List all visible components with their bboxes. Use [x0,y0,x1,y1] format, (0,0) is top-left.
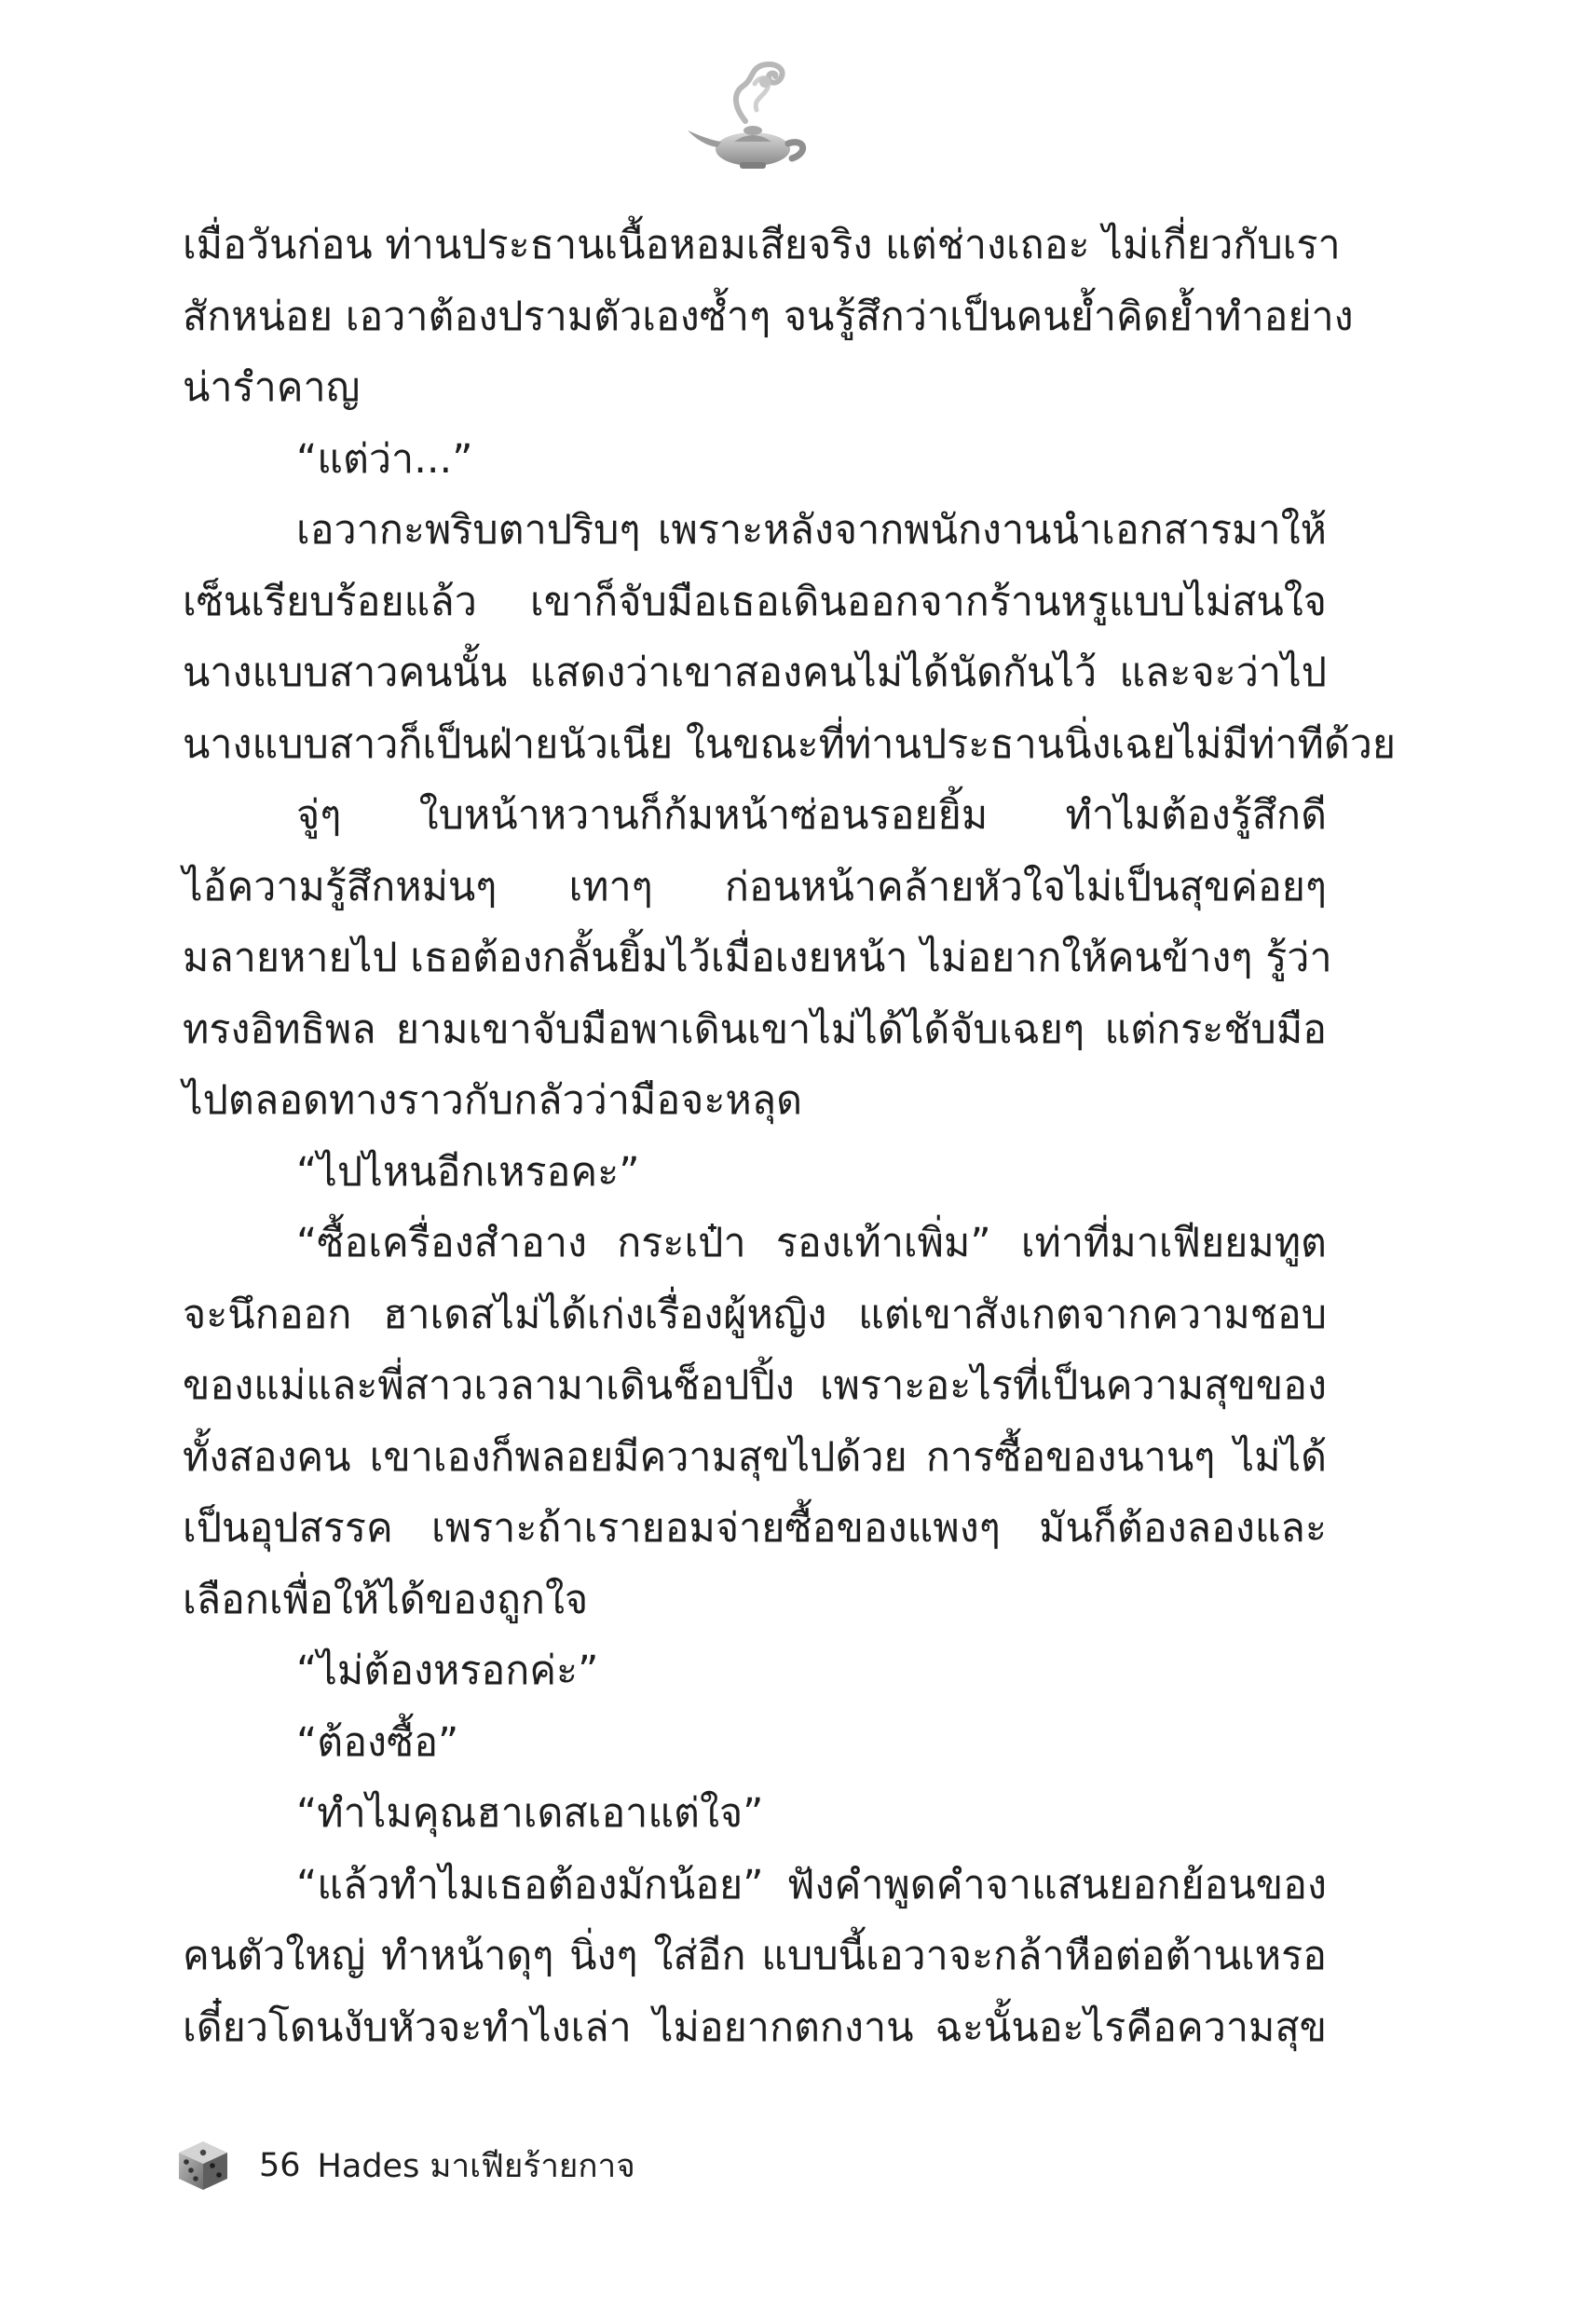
text-line: เดี๋ยวโดนงับหัวจะทำไงเล่า ไม่อยากตกงาน ฉะนั้นอะไรคือความสุข [183,2003,1327,2051]
page-footer [175,2136,635,2195]
page-number: 56 [259,2147,301,2184]
text-line: เซ็นเรียบร้อยแล้ว เขาก็จับมือเธอเดินออกจากร้านหรูแบบไม่สนใจ [183,578,1327,625]
text-line: น่ารำคาญ [183,364,361,411]
text-line: คนตัวใหญ่ ทำหน้าดุๆ นิ่งๆ ใส่อีก แบบนี้เอวาจะกล้าหือต่อต้านเหรอ [183,1933,1327,1979]
text-line: เอวากะพริบตาปริบๆ เพราะหลังจากพนักงานนำเอกสารมาให้ [296,507,1327,554]
text-line: “ไปไหนอีกเหรอคะ” [296,1148,640,1196]
text-line: จะนึกออก ฮาเดสไม่ได้เก่งเรื่องผู้หญิง แต่เขาสังเกตจากความชอบ [183,1291,1327,1338]
book-title: Hades มาเฟียร้ายกาจ [317,2147,635,2185]
text-line: “แต่ว่า...” [296,435,473,483]
text-line: “ซื้อเครื่องสำอาง กระเป๋า รองเท้าเพิ่ม” เท่าที่มาเฟียยมทูต [296,1220,1327,1266]
text-line: มลายหายไป เธอต้องกลั้นยิ้มไว้เมื่อเงยหน้า ไม่อยากให้คนข้างๆ รู้ว่า [183,935,1332,981]
text-line: สักหน่อย เอวาต้องปรามตัวเองซ้ำๆ จนรู้สึกว่าเป็นคนย้ำคิดย้ำทำอย่าง [183,293,1354,340]
text-line: ทรงอิทธิพล ยามเขาจับมือพาเดินเขาไม่ได้ได้จับเฉยๆ แต่กระชับมือ [183,1005,1327,1053]
text-line: “แล้วทำไมเธอต้องมักน้อย” ฟังคำพูดคำจาแสนยอกย้อนของ [296,1861,1327,1908]
text-line: ของแม่และพี่สาวเวลามาเดินช็อปปิ้ง เพราะอะไรที่เป็นความสุขของ [183,1362,1327,1409]
text-line: เป็นอุปสรรค เพราะถ้าเรายอมจ่ายซื้อของแพงๆ มันก็ต้องลองและ [183,1505,1327,1552]
text-line: เลือกเพื่อให้ได้ของถูกใจ [183,1576,589,1623]
text-line: ทั้งสองคน เขาเองก็พลอยมีความสุขไปด้วย การซื้อของนานๆ ไม่ได้ [183,1433,1327,1481]
text-line: นางแบบสาวก็เป็นฝ่ายนัวเนีย ในขณะที่ท่านประธานนิ่งเฉยไม่มีท่าทีด้วย [183,720,1397,768]
text-line: จู่ๆ ใบหน้าหวานก็ก้มหน้าซ่อนรอยยิ้ม ทำไมต้องรู้สึกดี [296,792,1327,839]
text-line: ไปตลอดทางราวกับกลัวว่ามือจะหลุด [183,1077,803,1124]
text-line: “ต้องซื้อ” [296,1718,459,1766]
text-line: “ทำไมคุณฮาเดสเอาแต่ใจ” [296,1790,764,1837]
text-line: ไอ้ความรู้สึกหม่นๆ เทาๆ ก่อนหน้าคล้ายหัวใจไม่เป็นสุขค่อยๆ [183,863,1327,910]
text-line: นางแบบสาวคนนั้น แสดงว่าเขาสองคนไม่ได้นัดกันไว้ และจะว่าไป [183,650,1327,696]
genie-lamp-icon [678,56,827,177]
dice-icon [175,2138,231,2194]
text-line: เมื่อวันก่อน ท่านประธานเนื้อหอมเสียจริง แต่ช่างเถอะ ไม่เกี่ยวกับเรา [183,222,1341,268]
text-line: “ไม่ต้องหรอกค่ะ” [296,1648,599,1694]
